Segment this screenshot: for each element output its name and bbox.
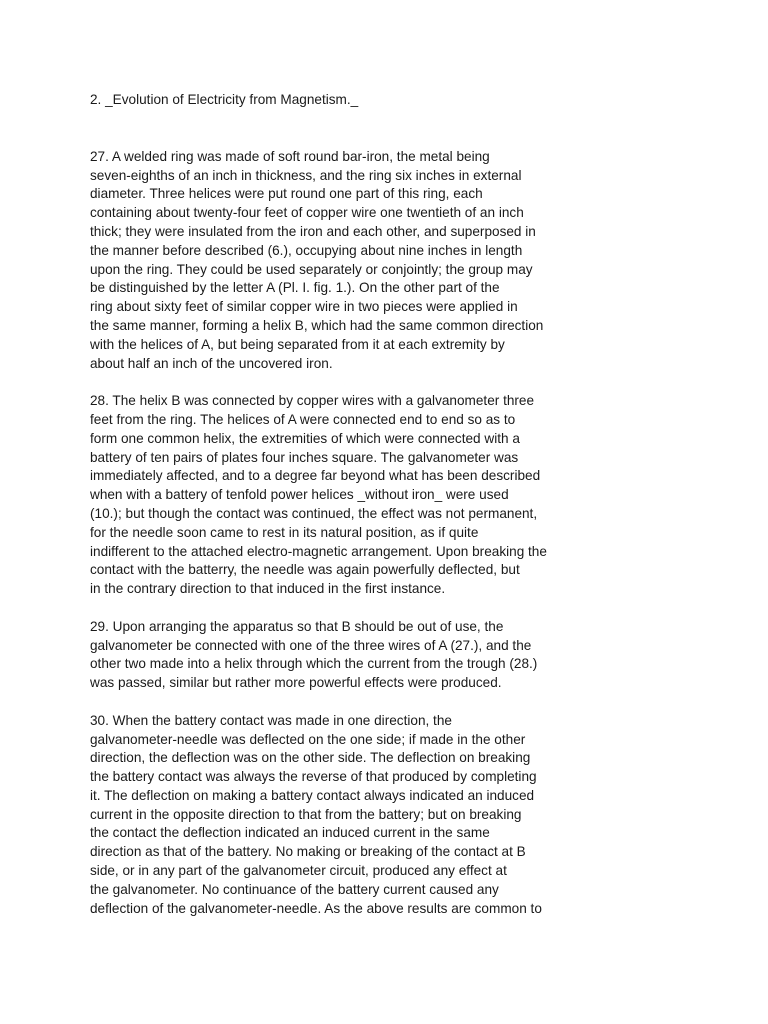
text-line: other two made into a helix through which the current from the trough (28.): [90, 656, 538, 672]
paragraph-30: [90, 712, 710, 919]
text-line: 28. The helix B was connected by copper wires with a galvanometer three: [90, 393, 535, 409]
text-line: with the helices of A, but being separated from it at each extremity by: [90, 336, 505, 352]
text-line: feet from the ring. The helices of A were connected end to end so as to: [90, 411, 516, 427]
text-line: when with a battery of tenfold power helices _without iron_ were used: [90, 487, 509, 503]
text-line: 27. A welded ring was made of soft round bar-iron, the metal being: [90, 148, 490, 164]
text-line: for the needle soon came to rest in its natural position, as if quite: [90, 524, 479, 540]
text-line: deflection of the galvanometer-needle. As the above results are common to: [90, 900, 542, 916]
text-line: the same manner, forming a helix B, which had the same common direction: [90, 317, 544, 333]
text-line: direction, the deflection was on the other side. The deflection on breaking: [90, 750, 531, 766]
text-line: the contact the deflection indicated an induced current in the same: [90, 825, 490, 841]
text-line: indifferent to the attached electro-magnetic arrangement. Upon breaking the: [90, 543, 547, 559]
paragraph-27: [90, 148, 710, 374]
paragraph-29: [90, 618, 710, 693]
text-line: battery of ten pairs of plates four inches square. The galvanometer was: [90, 449, 519, 465]
text-line: immediately affected, and to a degree far beyond what has been described: [90, 468, 541, 484]
text-line: current in the opposite direction to that from the battery; but on breaking: [90, 806, 522, 822]
text-line: diameter. Three helices were put round one part of this ring, each: [90, 186, 483, 202]
text-line: galvanometer be connected with one of the three wires of A (27.), and the: [90, 637, 532, 653]
text-line: side, or in any part of the galvanometer circuit, produced any effect at: [90, 863, 507, 879]
text-line: (10.); but though the contact was continued, the effect was not permanent,: [90, 505, 538, 521]
text-line: ring about sixty feet of similar copper wire in two pieces were applied in: [90, 299, 518, 315]
text-line: the battery contact was always the reverse of that produced by completing: [90, 769, 537, 785]
text-line: the galvanometer. No continuance of the battery current caused any: [90, 881, 499, 897]
text-line: form one common helix, the extremities of which were connected with a: [90, 430, 520, 446]
text-line: contact with the batterry, the needle was again powerfully deflected, but: [90, 562, 520, 578]
text-line: seven-eighths of an inch in thickness, and the ring six inches in external: [90, 167, 522, 183]
text-line: thick; they were insulated from the iron and each other, and superposed in: [90, 223, 536, 239]
text-line: containing about twenty-four feet of copper wire one twentieth of an inch: [90, 205, 524, 221]
text-line: about half an inch of the uncovered iron.: [90, 355, 333, 371]
paragraph-28: [90, 392, 710, 599]
text-line: was passed, similar but rather more powerful effects were produced.: [90, 675, 502, 691]
text-line: 29. Upon arranging the apparatus so that B should be out of use, the: [90, 618, 504, 634]
text-line: upon the ring. They could be used separately or conjointly; the group may: [90, 261, 533, 277]
text-line: it. The deflection on making a battery contact always indicated an induced: [90, 787, 535, 803]
text-line: be distinguished by the letter A (Pl. I. fig. 1.). On the other part of the: [90, 280, 500, 296]
document-page: [90, 91, 710, 937]
text-line: 30. When the battery contact was made in one direction, the: [90, 712, 452, 728]
text-line: the manner before described (6.), occupying about nine inches in length: [90, 242, 523, 258]
text-line: galvanometer-needle was deflected on the one side; if made in the other: [90, 731, 526, 747]
section-heading: 2. _Evolution of Electricity from Magnetism._: [90, 92, 359, 107]
text-line: in the contrary direction to that induced in the first instance.: [90, 581, 446, 597]
text-line: direction as that of the battery. No making or breaking of the contact at B: [90, 844, 526, 860]
